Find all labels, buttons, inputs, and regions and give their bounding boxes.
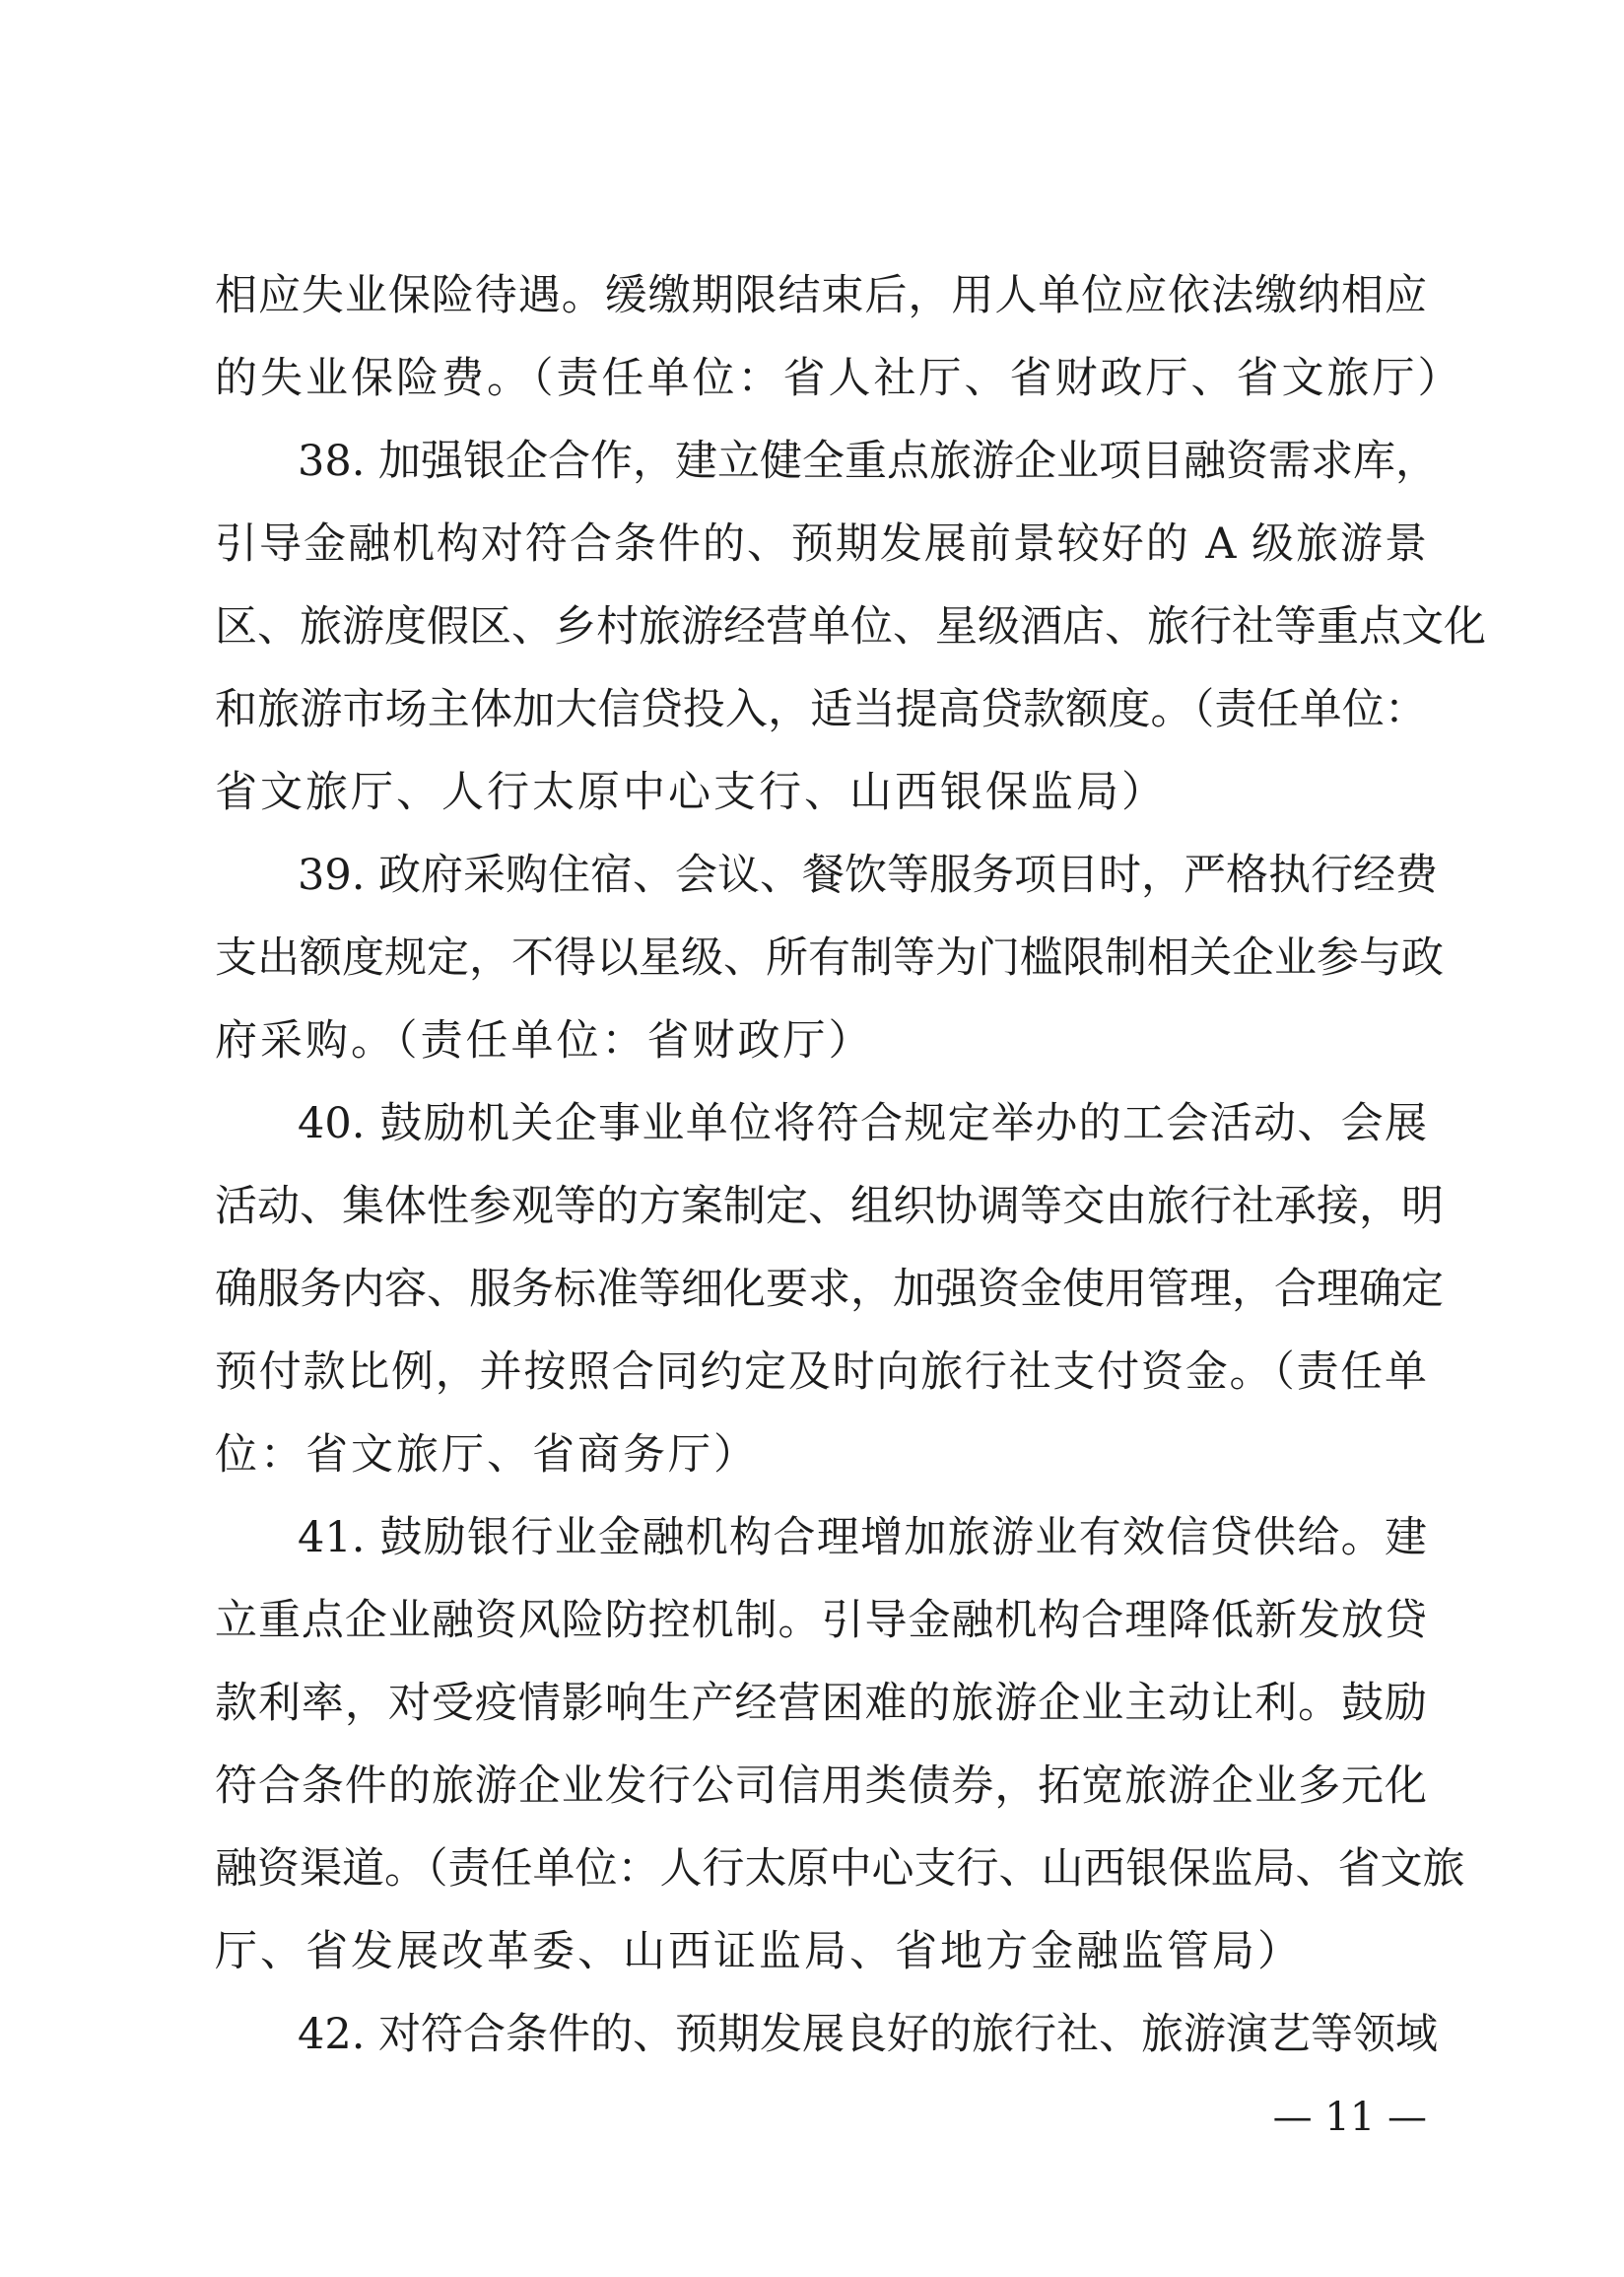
paragraph-line: 支出额度规定，不得以星级、所有制等为门槛限制相关企业参与政 bbox=[215, 933, 1444, 983]
paragraph-line: 41. 鼓励银行业金融机构合理增加旅游业有效信贷供给。建 bbox=[298, 1513, 1427, 1562]
paragraph-line: 40. 鼓励机关企事业单位将符合规定举办的工会活动、会展 bbox=[298, 1099, 1427, 1148]
paragraph-line: 府采购。（责任单位：省财政厅） bbox=[215, 1016, 874, 1066]
paragraph-line: 区、旅游度假区、乡村旅游经营单位、星级酒店、旅行社等重点文化 bbox=[215, 602, 1486, 652]
paragraph-line: 位：省文旅厅、省商务厅） bbox=[215, 1430, 759, 1480]
paragraph-line: 的失业保险费。（责任单位：省人社厅、省财政厅、省文旅厅） bbox=[215, 354, 1463, 403]
paragraph-line: 预付款比例，并按照合同约定及时向旅行社支付资金。（责任单 bbox=[215, 1347, 1427, 1397]
paragraph-line: 引导金融机构对符合条件的、预期发展前景较好的 A 级旅游景 bbox=[215, 519, 1427, 569]
paragraph-line: 厅、省发展改革委、山西证监局、省地方金融监管局） bbox=[215, 1927, 1303, 1976]
paragraph-line: 38. 加强银企合作，建立健全重点旅游企业项目融资需求库， bbox=[298, 437, 1439, 486]
paragraph-line: 42. 对符合条件的、预期发展良好的旅行社、旅游演艺等领域 bbox=[298, 2010, 1439, 2059]
paragraph-line: 融资渠道。（责任单位：人行太原中心支行、山西银保监局、省文旅 bbox=[215, 1844, 1465, 1894]
paragraph-line: 款利率，对受疫情影响生产经营困难的旅游企业主动让利。鼓励 bbox=[215, 1679, 1427, 1728]
paragraph-line: 相应失业保险待遇。缓缴期限结束后，用人单位应依法缴纳相应 bbox=[215, 271, 1427, 320]
paragraph-line: 立重点企业融资风险防控机制。引导金融机构合理降低新发放贷 bbox=[215, 1596, 1427, 1645]
paragraph-line: 省文旅厅、人行太原中心支行、山西银保监局） bbox=[215, 768, 1167, 817]
paragraph-line: 确服务内容、服务标准等细化要求，加强资金使用管理，合理确定 bbox=[215, 1265, 1444, 1314]
paragraph-line: 39. 政府采购住宿、会议、餐饮等服务项目时，严格执行经费 bbox=[298, 851, 1439, 900]
paragraph-line: 符合条件的旅游企业发行公司信用类债券，拓宽旅游企业多元化 bbox=[215, 1761, 1427, 1811]
paragraph-line: 活动、集体性参观等的方案制定、组织协调等交由旅行社承接，明 bbox=[215, 1182, 1444, 1231]
page-number: — 11 — bbox=[1272, 2095, 1427, 2140]
paragraph-line: 和旅游市场主体加大信贷投入，适当提高贷款额度。（责任单位： bbox=[215, 685, 1427, 734]
